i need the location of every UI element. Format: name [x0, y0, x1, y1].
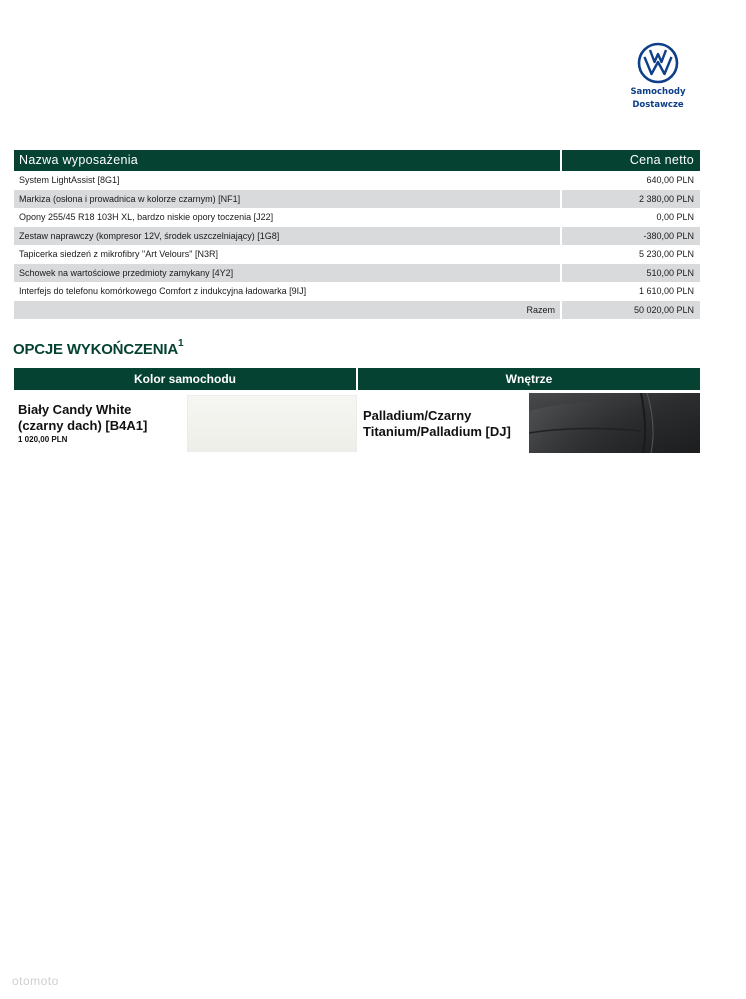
- row-price: 0,00 PLN: [656, 212, 694, 222]
- table-row: [14, 171, 700, 190]
- table-row: [14, 227, 700, 246]
- brand-line-1: Samochody: [630, 87, 686, 97]
- row-price: -380,00 PLN: [562, 227, 700, 246]
- row-name: Tapicerka siedzeń z mikrofibry "Art Velours" [N3R]: [19, 249, 218, 259]
- seat-image: [529, 393, 700, 453]
- table-row: [14, 245, 700, 264]
- interior-column-header: Wnętrze: [358, 368, 700, 390]
- row-name: Markiza (osłona i prowadnica w kolorze czarnym) [NF1]: [14, 190, 560, 209]
- table-row: [14, 264, 700, 283]
- interior-name: [363, 408, 528, 440]
- vw-emblem-icon: [637, 42, 679, 84]
- total-label: Razem: [14, 301, 560, 320]
- row-price: 510,00 PLN: [562, 264, 700, 283]
- watermark: otomoto: [12, 974, 59, 988]
- vw-logo: [628, 42, 688, 110]
- total-row: [14, 301, 700, 320]
- table-row: [14, 282, 700, 301]
- color-name: [18, 402, 188, 434]
- equipment-table-header: [14, 150, 700, 171]
- color-name-line-2: (czarny dach) [B4A1]: [18, 418, 148, 433]
- total-value: 50 020,00 PLN: [562, 301, 700, 320]
- row-price: 5 230,00 PLN: [638, 249, 694, 259]
- row-name: Interfejs do telefonu komórkowego Comfort z indukcyjna ładowarka [9IJ]: [19, 286, 307, 296]
- brand-line-2: Dostawcze: [632, 100, 684, 110]
- table-row: [14, 208, 700, 227]
- equipment-table: [14, 150, 700, 319]
- color-price: 1 020,00 PLN: [18, 435, 68, 444]
- table-row: [14, 190, 700, 209]
- row-price: 1 610,00 PLN: [638, 286, 694, 296]
- row-name: Zestaw naprawczy (kompresor 12V, środek uszczelniający) [1G8]: [14, 227, 560, 246]
- color-name-line-1: Biały Candy White: [18, 402, 132, 417]
- row-price: 2 380,00 PLN: [562, 190, 700, 209]
- color-swatch: [187, 395, 357, 452]
- options-title-text: OPCJE WYKOŃCZENIA: [13, 341, 178, 358]
- row-name: System LightAssist [8G1]: [19, 175, 120, 185]
- color-column-header: Kolor samochodu: [14, 368, 356, 390]
- interior-name-line-1: Palladium/Czarny: [363, 408, 472, 423]
- row-price: 640,00 PLN: [646, 175, 694, 185]
- header-price: Cena netto: [562, 150, 700, 171]
- interior-name-line-2: Titanium/Palladium [DJ]: [363, 424, 511, 439]
- interior-photo: [529, 393, 700, 453]
- row-name: Schowek na wartościowe przedmioty zamykany [4Y2]: [14, 264, 560, 283]
- options-title: [13, 340, 183, 358]
- row-name: Opony 255/45 R18 103H XL, bardzo niskie opory toczenia [J22]: [19, 212, 274, 222]
- header-name: Nazwa wyposażenia: [14, 150, 560, 171]
- options-title-footnote: 1: [177, 338, 184, 349]
